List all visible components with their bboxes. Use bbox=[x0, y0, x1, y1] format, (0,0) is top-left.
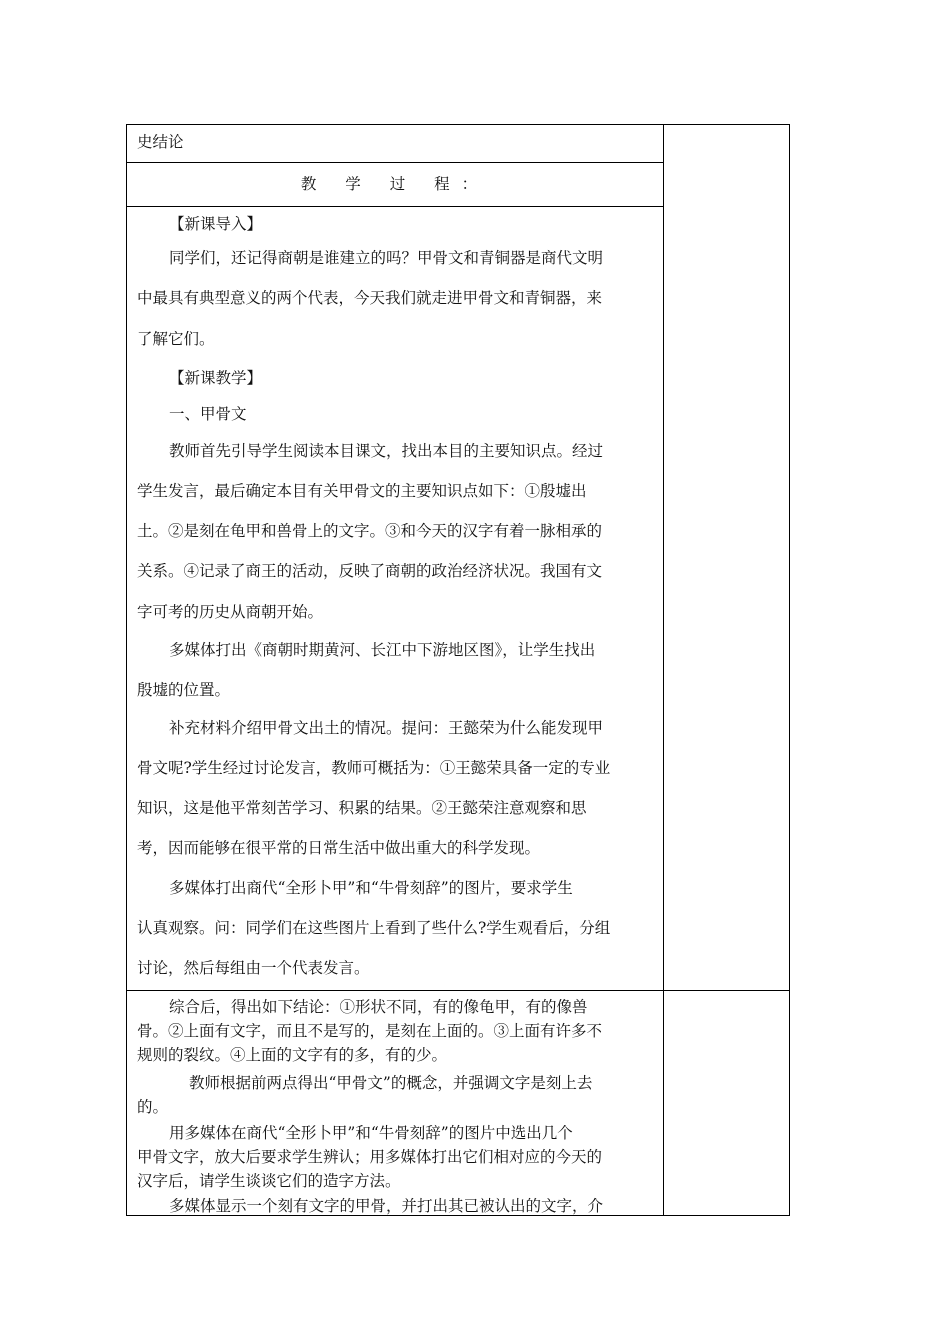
text-line: 知识，这是他平常刻苦学习、积累的结果。②王懿荣注意观察和思 bbox=[137, 799, 587, 817]
text-line: 规则的裂纹。④上面的文字有的多，有的少。 bbox=[137, 1046, 448, 1064]
text-line: 讨论，然后每组由一个代表发言。 bbox=[137, 959, 370, 977]
section-heading: 教 学 过 程： bbox=[300, 175, 490, 193]
intro-title: 【新课导入】 bbox=[169, 215, 263, 233]
text-line: 骨文呢?学生经过讨论发言，教师可概括为：①王懿荣具备一定的专业 bbox=[137, 759, 611, 777]
text-line: 甲骨文字，放大后要求学生辨认；用多媒体打出它们相对应的今天的 bbox=[137, 1148, 603, 1166]
text-line: 教师首先引导学生阅读本目课文，找出本目的主要知识点。经过 bbox=[169, 442, 604, 460]
text-line: 考，因而能够在很平常的日常生活中做出重大的科学发现。 bbox=[137, 839, 541, 857]
text-line: 的。 bbox=[137, 1098, 169, 1116]
row-divider bbox=[127, 206, 663, 207]
row-divider bbox=[127, 162, 663, 163]
text-line: 综合后，得出如下结论：①形状不同，有的像龟甲，有的像兽 bbox=[169, 998, 588, 1016]
teaching-title: 【新课教学】 bbox=[169, 369, 263, 387]
text-line: 认真观察。问：同学们在这些图片上看到了些什么?学生观看后，分组 bbox=[137, 919, 611, 937]
text-line: 教师根据前两点得出“甲骨文”的概念，并强调文字是刻上去 bbox=[189, 1074, 593, 1092]
column-divider bbox=[663, 125, 664, 1215]
text-line: 同学们，还记得商朝是谁建立的吗？甲骨文和青铜器是商代文明 bbox=[169, 249, 604, 267]
text-line: 关系。④记录了商王的活动，反映了商朝的政治经济状况。我国有文 bbox=[137, 562, 603, 580]
text-line: 了解它们。 bbox=[137, 330, 215, 348]
text-line: 土。②是刻在龟甲和兽骨上的文字。③和今天的汉字有着一脉相承的 bbox=[137, 522, 603, 540]
text-line: 字可考的历史从商朝开始。 bbox=[137, 603, 324, 621]
text-line: 骨。②上面有文字，而且不是写的，是刻在上面的。③上面有许多不 bbox=[137, 1022, 603, 1040]
row1-text: 史结论 bbox=[137, 133, 184, 151]
text-line: 汉字后，请学生谈谈它们的造字方法。 bbox=[137, 1172, 401, 1190]
text-line: 补充材料介绍甲骨文出土的情况。提问：王懿荣为什么能发现甲 bbox=[169, 719, 604, 737]
row-divider bbox=[127, 990, 789, 991]
text-line: 用多媒体在商代“全形卜甲”和“牛骨刻辞”的图片中选出几个 bbox=[169, 1124, 573, 1142]
text-line: 中最具有典型意义的两个代表，今天我们就走进甲骨文和青铜器，来 bbox=[137, 289, 603, 307]
text-line: 多媒体显示一个刻有文字的甲骨，并打出其已被认出的文字，介 bbox=[169, 1197, 604, 1215]
text-line: 多媒体打出商代“全形卜甲”和“牛骨刻辞”的图片，要求学生 bbox=[169, 879, 573, 897]
lesson-table bbox=[126, 124, 790, 1216]
text-line: 学生发言，最后确定本目有关甲骨文的主要知识点如下：①殷墟出 bbox=[137, 482, 587, 500]
text-line: 殷墟的位置。 bbox=[137, 681, 231, 699]
sub-title: 一、甲骨文 bbox=[169, 405, 247, 423]
text-line: 多媒体打出《商朝时期黄河、长江中下游地区图》，让学生找出 bbox=[169, 641, 596, 659]
